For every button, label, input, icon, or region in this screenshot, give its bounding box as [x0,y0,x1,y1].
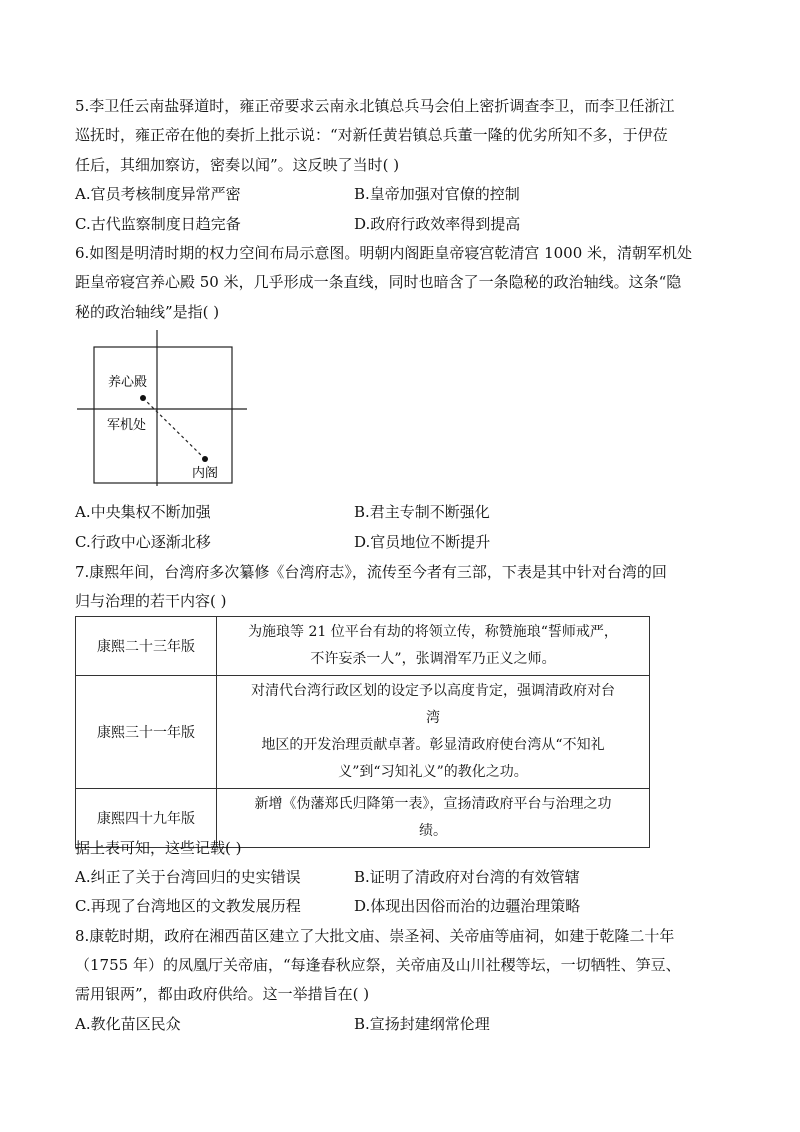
content-line: 地区的开发治理贡献卓著。彰显清政府使台湾从“不知礼 [261,737,605,753]
content-line: 义”到“习知礼义”的教化之功。 [338,764,528,780]
q6-option-d: D.官员地位不断提升 [354,533,491,551]
content-cell [217,789,650,848]
content-line: 绩。 [419,823,447,839]
edition-cell: 康熙三十一年版 [76,676,217,789]
neige-point [202,456,208,462]
content-cell [217,676,650,789]
taiwan-gazetteer-table [75,616,650,848]
content-cell [217,617,650,676]
q5-line-3: 任后，其细加察访，密奏以闻”。这反映了当时( ) [75,156,400,174]
palace-boundary [94,347,232,483]
q8-line-3: 需用银两”，都由政府供给。这一举措旨在( ) [75,985,370,1003]
q7-line-2: 归与治理的若干内容( ) [75,592,227,610]
q8-line-1: 8.康乾时期，政府在湘西苗区建立了大批文庙、崇圣祠、关帝庙等庙祠，如建于乾隆二十年 [75,927,675,945]
political-axis-dashed [143,398,205,459]
edition-cell: 康熙四十九年版 [76,789,217,848]
content-line: 为施琅等 21 位平台有劫的将领立传，称赞施琅“誓师戒严， [248,624,618,640]
q8-line-2: （1755 年）的凤凰厅关帝庙，“每逢春秋应祭，关帝庙及山川社稷等坛，一切牺牲、笋豆、 [75,956,681,974]
q7-option-d: D.体现出因俗而治的边疆治理策略 [354,897,581,915]
q5-line-1: 5.李卫任云南盐驿道时，雍正帝要求云南永北镇总兵马会伯上密折调查李卫，而李卫任浙江 [75,97,675,115]
q7-line-1: 7.康熙年间，台湾府多次纂修《台湾府志》，流传至今者有三部，下表是其中针对台湾的回 [75,563,667,581]
power-layout-diagram [75,328,250,488]
content-line: 不许妄杀一人”，张调滑军乃正义之师。 [310,651,556,667]
q5-option-b: B.皇帝加强对官僚的控制 [354,185,520,203]
q6-line-1: 6.如图是明清时期的权力空间布局示意图。明朝内阁距皇帝寝宫乾清宫 1000 米，清朝军机处 [75,244,693,262]
content-line: 新增《伪藩郑氏归降第一表》，宣扬清政府平台与治理之功 [254,796,612,812]
content-line: 对清代台湾行政区划的设定予以高度肯定，强调清政府对台 [251,683,615,699]
q5-line-2: 巡抚时，雍正帝在他的奏折上批示说：“对新任黄岩镇总兵董一隆的优劣所知不多，于伊莅 [75,126,668,144]
edition-cell: 康熙二十三年版 [76,617,217,676]
q7-option-a: A.纠正了关于台湾回归的史实错误 [75,868,301,886]
q6-option-b: B.君主专制不断强化 [354,503,490,521]
label-yangxindian: 养心殿 [108,375,148,390]
q6-line-2: 距皇帝寝宫养心殿 50 米，几乎形成一条直线，同时也暗含了一条隐秘的政治轴线。这条“隐 [75,273,682,291]
q5-option-d: D.政府行政效率得到提高 [354,215,521,233]
yangxin-point [140,395,146,401]
label-neige: 内阁 [192,466,219,481]
q6-line-3: 秘的政治轴线”是指( ) [75,303,220,321]
q5-option-c: C.古代监察制度日趋完备 [75,215,241,233]
q7-option-c: C.再现了台湾地区的文教发展历程 [75,897,301,915]
q8-option-a: A.教化苗区民众 [75,1015,181,1033]
label-junjichu: 军机处 [107,418,147,433]
table-row [76,676,650,789]
q6-option-c: C.行政中心逐渐北移 [75,533,211,551]
q5-option-a: A.官员考核制度异常严密 [75,185,241,203]
q7-option-b: B.证明了清政府对台湾的有效管辖 [354,868,580,886]
q8-option-b: B.宣扬封建纲常伦理 [354,1015,490,1033]
q7-after-line: 据上表可知，这些记载( ) [75,839,242,857]
content-line: 湾 [426,710,440,726]
q6-option-a: A.中央集权不断加强 [75,503,211,521]
table-row [76,617,650,676]
